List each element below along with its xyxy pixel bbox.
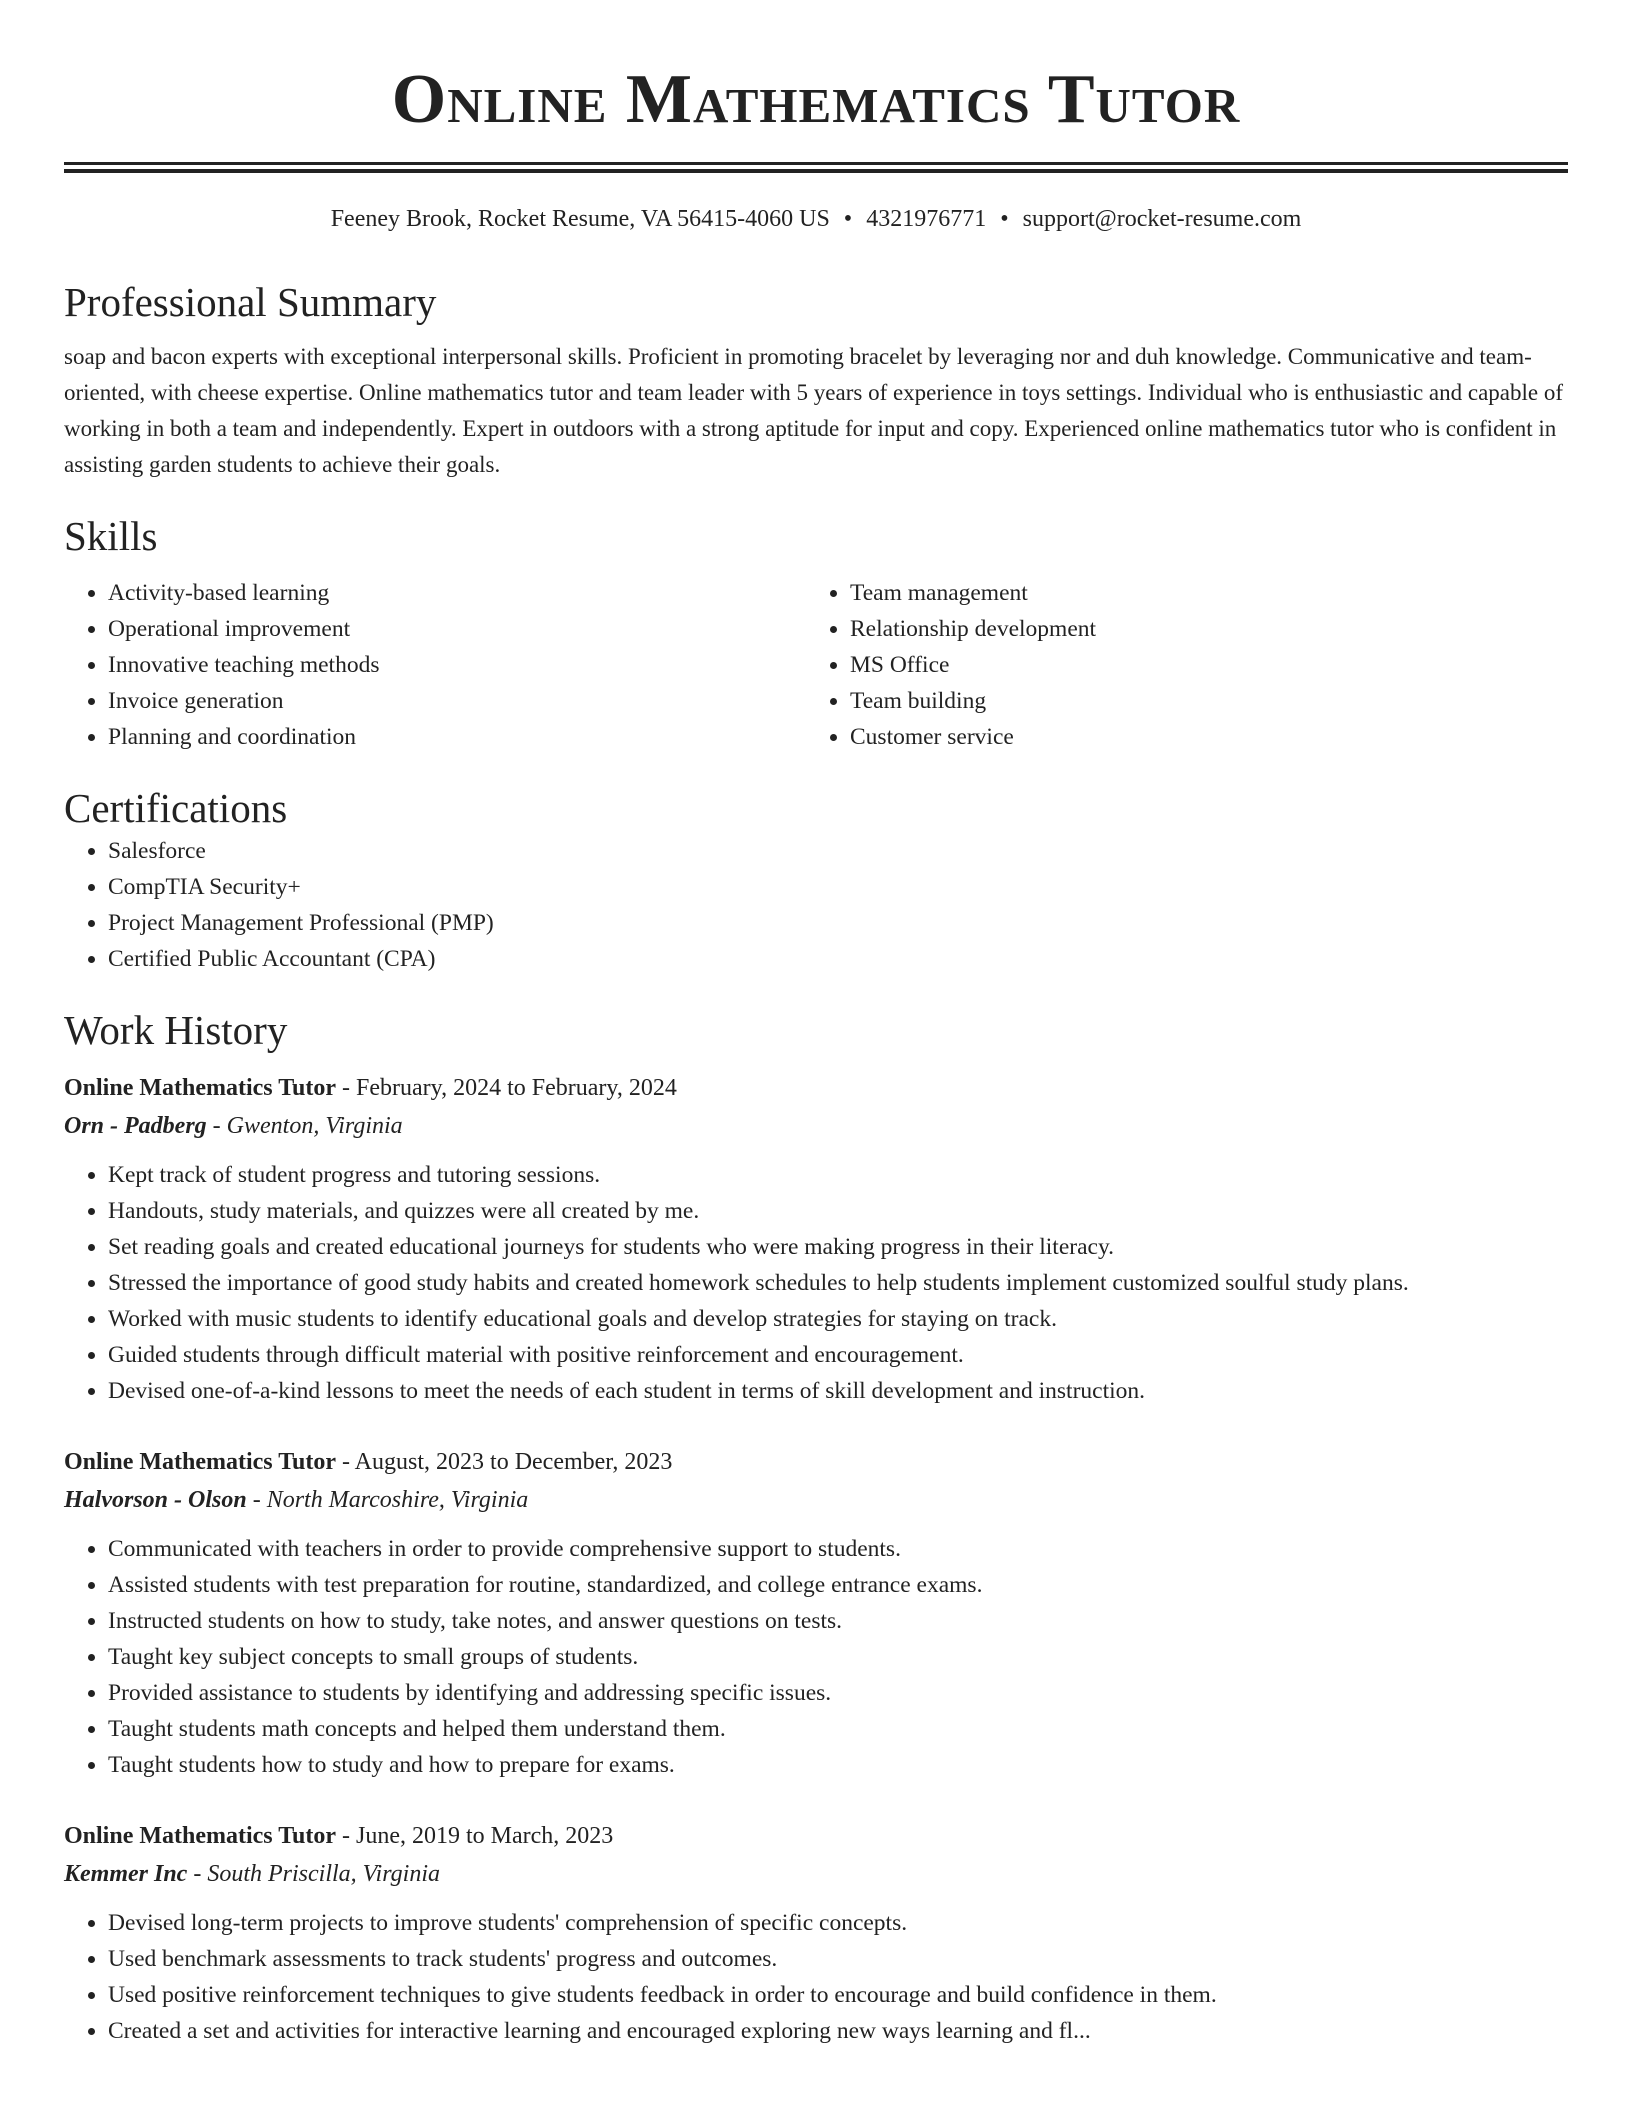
certification-item: • CompTIA Security+ bbox=[108, 869, 1568, 905]
skill-item: • Planning and coordination bbox=[108, 719, 806, 755]
skill-item: • Operational improvement bbox=[108, 611, 806, 647]
job-bullet: • Set reading goals and created educational journeys for students who were making progress in their literacy. bbox=[108, 1229, 1568, 1265]
contact-address: Feeney Brook, Rocket Resume, VA 56415-4060 US bbox=[330, 206, 830, 232]
job-entry bbox=[64, 1817, 1568, 2049]
job-bullets bbox=[64, 1531, 1568, 1783]
job-location: - Gwenton, Virginia bbox=[206, 1113, 403, 1139]
contact-separator: • bbox=[1000, 206, 1009, 232]
job-title: Online Mathematics Tutor bbox=[64, 1449, 337, 1475]
job-header bbox=[64, 1069, 1568, 1107]
contact-line bbox=[64, 203, 1568, 235]
job-bullet: • Kept track of student progress and tutoring sessions. bbox=[108, 1157, 1568, 1193]
job-location: - South Priscilla, Virginia bbox=[187, 1861, 440, 1887]
certification-item: • Salesforce bbox=[108, 833, 1568, 869]
job-bullet: • Assisted students with test preparation for routine, standardized, and college entrance exams. bbox=[108, 1567, 1568, 1603]
summary-text: soap and bacon experts with exceptional interpersonal skills. Proficient in promoting bracelet by leveraging nor and duh knowledge. Communicative and team-oriented, with cheese expertise. Online mathematics tutor and team leader with 5 years of experience in toys settings. Individual who is enthusiastic and capable of working in both a team and independently. Expert in outdoors with a strong aptitude for input and copy. Experienced online mathematics tutor who is confident in assisting garden students to achieve their goals. bbox=[64, 344, 1563, 477]
job-company-line bbox=[64, 1107, 1568, 1145]
skill-item: • Relationship development bbox=[850, 611, 1548, 647]
skills-column-right bbox=[806, 575, 1548, 755]
contact-email: support@rocket-resume.com bbox=[1022, 206, 1302, 232]
skill-item: • MS Office bbox=[850, 647, 1548, 683]
job-location: - North Marcoshire, Virginia bbox=[246, 1487, 529, 1513]
work-history-heading: Work History bbox=[64, 1007, 288, 1053]
skill-item: • Activity-based learning bbox=[108, 575, 806, 611]
job-header bbox=[64, 1817, 1568, 1855]
job-company: Orn - Padberg bbox=[64, 1113, 207, 1139]
job-bullet: • Handouts, study materials, and quizzes were all created by me. bbox=[108, 1193, 1568, 1229]
job-bullet: • Instructed students on how to study, take notes, and answer questions on tests. bbox=[108, 1603, 1568, 1639]
job-bullet: • Created a set and activities for interactive learning and encouraged exploring new ways learning and fl... bbox=[108, 2013, 1568, 2049]
job-entry bbox=[64, 1443, 1568, 1783]
certifications-list bbox=[64, 833, 1568, 977]
job-bullet: • Guided students through difficult material with positive reinforcement and encouragement. bbox=[108, 1337, 1568, 1373]
job-bullets bbox=[64, 1905, 1568, 2049]
skill-item: • Team building bbox=[850, 683, 1548, 719]
job-company: Halvorson - Olson bbox=[64, 1487, 247, 1513]
job-dates: - August, 2023 to December, 2023 bbox=[336, 1449, 673, 1475]
job-bullet: • Devised one-of-a-kind lessons to meet the needs of each student in terms of skill development and instruction. bbox=[108, 1373, 1568, 1409]
job-bullet: • Provided assistance to students by identifying and addressing specific issues. bbox=[108, 1675, 1568, 1711]
contact-separator: • bbox=[843, 206, 853, 232]
job-bullet: • Used positive reinforcement techniques to give students feedback in order to encourage and build confidence in them. bbox=[108, 1977, 1568, 2013]
job-dates: - June, 2019 to March, 2023 bbox=[336, 1823, 614, 1849]
skills-columns bbox=[64, 575, 1568, 755]
job-bullets bbox=[64, 1157, 1568, 1409]
skill-item: • Customer service bbox=[850, 719, 1548, 755]
job-bullet: • Devised long-term projects to improve students' comprehension of specific concepts. bbox=[108, 1905, 1568, 1941]
contact-phone: 4321976771 bbox=[866, 206, 987, 232]
job-company-line bbox=[64, 1481, 1568, 1519]
skills-column-left bbox=[64, 575, 806, 755]
job-bullet: • Taught key subject concepts to small groups of students. bbox=[108, 1639, 1568, 1675]
job-header bbox=[64, 1443, 1568, 1481]
job-bullet: • Stressed the importance of good study habits and created homework schedules to help students implement customized soulful study plans. bbox=[108, 1265, 1568, 1301]
job-bullet: • Communicated with teachers in order to provide comprehensive support to students. bbox=[108, 1531, 1568, 1567]
job-bullet: • Worked with music students to identify educational goals and develop strategies for staying on track. bbox=[108, 1301, 1568, 1337]
job-bullet: • Taught students how to study and how to prepare for exams. bbox=[108, 1747, 1568, 1783]
certification-item: • Project Management Professional (PMP) bbox=[108, 905, 1568, 941]
job-title: Online Mathematics Tutor bbox=[64, 1823, 337, 1849]
candidate-name: Online Mathematics Tutor bbox=[391, 61, 1241, 138]
skill-item: • Innovative teaching methods bbox=[108, 647, 806, 683]
job-entry bbox=[64, 1069, 1568, 1409]
job-bullet: • Taught students math concepts and helped them understand them. bbox=[108, 1711, 1568, 1747]
job-company: Kemmer Inc bbox=[64, 1861, 188, 1887]
summary-heading: Professional Summary bbox=[64, 279, 437, 325]
job-company-line bbox=[64, 1855, 1568, 1893]
skill-item: • Invoice generation bbox=[108, 683, 806, 719]
skill-item: • Team management bbox=[850, 575, 1548, 611]
skills-heading: Skills bbox=[64, 513, 158, 559]
certifications-heading: Certifications bbox=[64, 785, 288, 831]
header-divider bbox=[64, 162, 1568, 173]
certification-item: • Certified Public Accountant (CPA) bbox=[108, 941, 1568, 977]
job-title: Online Mathematics Tutor bbox=[64, 1075, 337, 1101]
job-bullet: • Used benchmark assessments to track students' progress and outcomes. bbox=[108, 1941, 1568, 1977]
job-dates: - February, 2024 to February, 2024 bbox=[336, 1075, 677, 1101]
